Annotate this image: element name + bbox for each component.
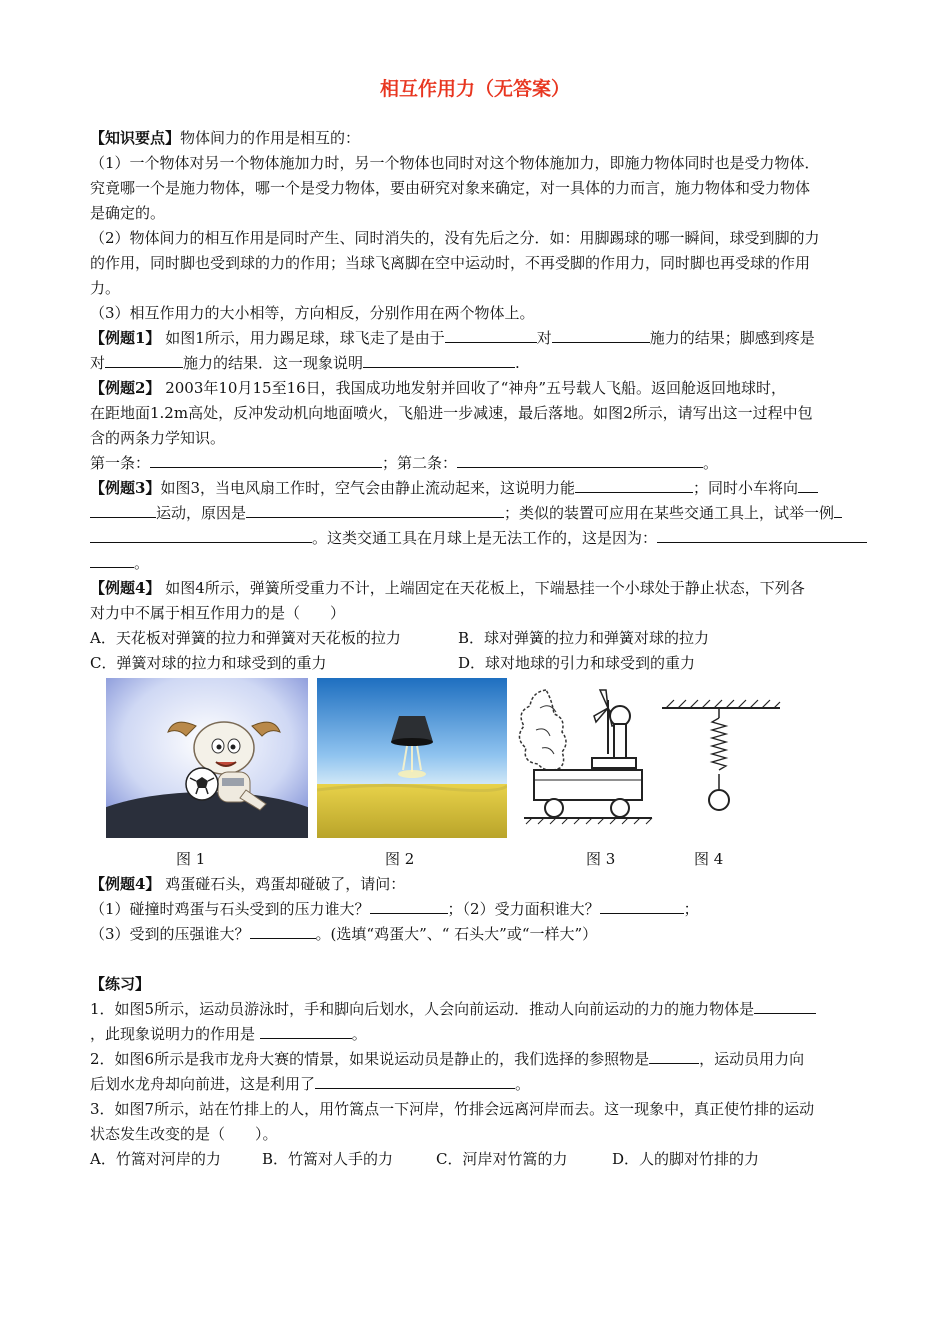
answer-blank[interactable]: [150, 453, 382, 468]
figure4-spring-ball: [656, 678, 786, 838]
answer-blank[interactable]: [552, 328, 650, 343]
example3-line2: [90, 503, 910, 523]
practice3-option-c[interactable]: C．河岸对竹篙的力: [436, 1150, 568, 1168]
example5-q3: （3）受到的压强谁大？: [90, 925, 250, 943]
knowledge-p1-line3: 是确定的。: [90, 204, 166, 222]
practice3-options: [90, 1149, 910, 1169]
practice2-text-b: ，运动员用力向: [699, 1050, 805, 1068]
example2-line4: [90, 453, 910, 473]
option-c[interactable]: C．弹簧对球的拉力和球受到的重力: [90, 654, 327, 672]
example2-text-1: 2003年10月15至16日，我国成功地发射并回收了“神舟”五号载人飞船。返回舱返回地球时，: [165, 379, 786, 397]
knowledge-heading: 【知识要点】: [90, 129, 181, 147]
knowledge-line: [90, 128, 910, 148]
example1-text-a: 如图1所示，用力踢足球，球飞走了是由于: [165, 329, 445, 347]
practice3-line1: 3．如图7所示，站在竹排上的人，用竹篙点一下河岸，竹排会远离河岸而去。这一现象中，真正使竹排的运动: [90, 1100, 815, 1118]
example2-line3: 含的两条力学知识。: [90, 429, 226, 447]
answer-blank[interactable]: [260, 1024, 352, 1039]
example3-text-b: ；同时小车将向: [692, 479, 798, 497]
example4-line1: [90, 578, 910, 598]
knowledge-p2-line2: 的作用，同时脚也受到球的力的作用；当球飞离脚在空中运动时，不再受脚的作用力，同时脚也再受球的作用: [90, 254, 811, 272]
example5-q1: （1）碰撞时鸡蛋与石头受到的压力谁大？: [90, 900, 370, 918]
example1-text-b: 对: [536, 329, 552, 347]
example2-line1: [90, 378, 910, 398]
example5-q2-end: ；: [683, 900, 699, 918]
practice3-option-b[interactable]: B．竹篙对人手的力: [262, 1150, 394, 1168]
option-b[interactable]: B．球对弹簧的拉力和弹簧对球的拉力: [458, 629, 710, 647]
answer-blank[interactable]: [90, 503, 156, 518]
example1-text-e: 施力的结果．这一现象说明: [183, 354, 364, 372]
example3-text-d: ；类似的装置可应用在某些交通工具上，试举一例: [504, 504, 835, 522]
practice-heading: 【练习】: [90, 975, 151, 993]
option-a[interactable]: A．天花板对弹簧的拉力和弹簧对天花板的拉力: [90, 629, 401, 647]
example1-line2: [90, 353, 910, 373]
answer-blank[interactable]: [600, 899, 684, 914]
answer-blank[interactable]: [649, 1049, 699, 1064]
practice1-line1: [90, 999, 910, 1019]
practice1-text-b: ，此现象说明力的作用是: [90, 1025, 260, 1043]
answer-blank[interactable]: [90, 528, 312, 543]
practice3-option-a[interactable]: A．竹篙对河岸的力: [90, 1150, 221, 1168]
answer-blank[interactable]: [105, 353, 183, 368]
page-title: 相互作用力（无答案）: [379, 78, 570, 100]
answer-blank[interactable]: [575, 478, 693, 493]
example5-heading: 【例题4】: [90, 875, 161, 893]
answer-blank[interactable]: [315, 1074, 515, 1089]
answer-blank[interactable]: [834, 503, 842, 518]
answer-blank[interactable]: [90, 553, 134, 568]
practice1-text: 1．如图5所示，运动员游泳时，手和脚向后划水，人会向前运动．推动人向前运动的力的施力物体是: [90, 1000, 755, 1018]
practice2-line2: [90, 1074, 910, 1094]
example5-line2: [90, 899, 910, 919]
example4-options-row2: [90, 653, 910, 673]
example5-line3: [90, 924, 910, 944]
example4-line2: 对力中不属于相互作用力的是（ ）: [90, 604, 346, 622]
example2-line2: 在距地面1.2m高处，反冲发动机向地面喷火，飞船进一步减速，最后落地。如图2所示，请写出这一过程中包: [90, 404, 813, 422]
example3-heading: 【例题3】: [90, 479, 161, 497]
figure3-caption: 图 3: [586, 850, 616, 868]
practice2-end: 。: [515, 1075, 531, 1093]
example2-second-label: ；第二条：: [382, 454, 458, 472]
example3-text-c: 运动，原因是: [156, 504, 247, 522]
practice2-text-a: 2．如图6所示是我市龙舟大赛的情景，如果说运动员是静止的，我们选择的参照物是: [90, 1050, 650, 1068]
knowledge-p1-line2: 究竟哪一个是施力物体，哪一个是受力物体，要由研究对象来确定，对一具体的力而言，施力物体和受力物体: [90, 179, 811, 197]
example5-line1: [90, 874, 910, 894]
answer-blank[interactable]: [250, 924, 316, 939]
figure3-fan-cart: [516, 678, 656, 838]
knowledge-p2-line3: 力。: [90, 279, 121, 297]
knowledge-p1-line1: （1）一个物体对另一个物体施加力时，另一个物体也同时对这个物体施加力，即施力物体同时也是受力物体．: [90, 154, 820, 172]
example3-line3: [90, 528, 910, 548]
figure1-caption: 图 1: [176, 850, 206, 868]
example1-heading: 【例题1】: [90, 329, 161, 347]
figure4-caption: 图 4: [694, 850, 724, 868]
example3-text-e: 。这类交通工具在月球上是无法工作的，这是因为：: [312, 529, 658, 547]
example4-text-1: 如图4所示，弹簧所受重力不计，上端固定在天花板上，下端悬挂一个小球处于静止状态，下列各: [165, 579, 805, 597]
practice3-line2: 状态发生改变的是（ ）。: [90, 1125, 278, 1143]
example2-heading: 【例题2】: [90, 379, 161, 397]
example1-text-f: .: [515, 354, 520, 372]
example3-text-f: 。: [134, 554, 150, 572]
example1-line1: [90, 328, 910, 348]
example2-end: 。: [703, 454, 719, 472]
practice2-line1: [90, 1049, 910, 1069]
answer-blank[interactable]: [445, 328, 537, 343]
example1-text-d: 对: [90, 354, 106, 372]
example1-text-c: 施力的结果；脚感到疼是: [649, 329, 815, 347]
example4-options-row1: [90, 628, 910, 648]
answer-blank[interactable]: [457, 453, 703, 468]
answer-blank[interactable]: [657, 528, 867, 543]
practice1-end: 。: [351, 1025, 367, 1043]
answer-blank[interactable]: [363, 353, 515, 368]
practice1-line2: [90, 1024, 910, 1044]
practice2-text-c: 后划水龙舟却向前进，这是利用了: [90, 1075, 316, 1093]
knowledge-p3-line1: （3）相互作用力的大小相等，方向相反，分别作用在两个物体上。: [90, 304, 535, 322]
answer-blank[interactable]: [754, 999, 816, 1014]
answer-blank[interactable]: [798, 478, 818, 493]
knowledge-p2-line1: （2）物体间力的相互作用是同时产生、同时消失的，没有先后之分．如：用脚踢球的哪一瞬间，球受到脚的力: [90, 229, 820, 247]
example5-q3-end: 。(选填“鸡蛋大”、“ 石头大”或“一样大”）: [315, 925, 598, 943]
figure2-caption: 图 2: [385, 850, 415, 868]
example5-intro: 鸡蛋碰石头，鸡蛋却碰破了，请问：: [165, 875, 406, 893]
example4-heading: 【例题4】: [90, 579, 161, 597]
practice3-option-d[interactable]: D．人的脚对竹排的力: [612, 1150, 760, 1168]
knowledge-intro: 物体间力的作用是相互的：: [180, 129, 361, 147]
option-d[interactable]: D．球对地球的引力和球受到的重力: [458, 654, 696, 672]
example3-line4: [90, 553, 910, 573]
answer-blank[interactable]: [246, 503, 504, 518]
example2-first-label: 第一条：: [90, 454, 151, 472]
figure1-goat-kicking-ball: [106, 678, 308, 838]
answer-blank[interactable]: [370, 899, 448, 914]
figure2-capsule-landing: [317, 678, 507, 838]
example5-q2: ；（2）受力面积谁大？: [447, 900, 600, 918]
example3-text-a: 如图3，当电风扇工作时，空气会由静止流动起来，这说明力能: [160, 479, 575, 497]
example3-line1: [90, 478, 910, 498]
